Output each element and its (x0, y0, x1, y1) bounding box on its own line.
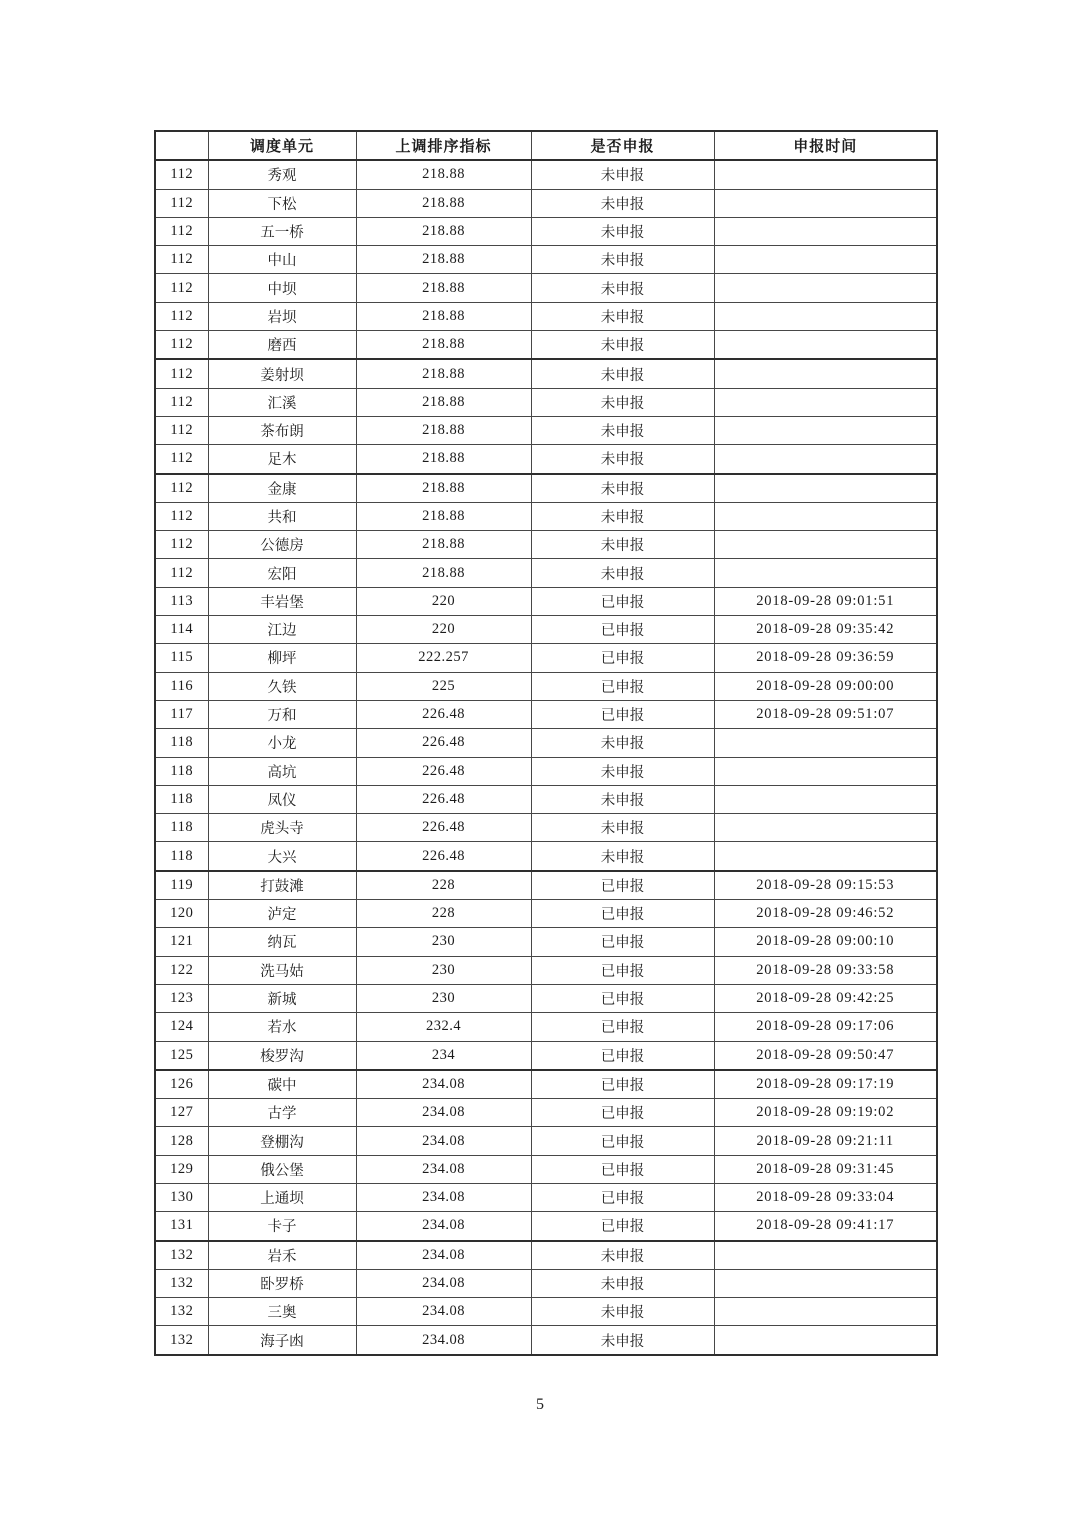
cell-rank: 130 (155, 1183, 208, 1211)
table-row (155, 302, 937, 330)
cell-declared: 未申报 (531, 274, 714, 302)
cell-rank: 112 (155, 246, 208, 274)
cell-unit: 古学 (208, 1099, 356, 1127)
cell-rank: 118 (155, 785, 208, 813)
table-row (155, 1212, 937, 1241)
cell-time: 2018-09-28 09:17:19 (714, 1070, 937, 1099)
cell-time (714, 1298, 937, 1326)
cell-unit: 卧罗桥 (208, 1269, 356, 1297)
table-row (155, 842, 937, 871)
cell-time (714, 1241, 937, 1270)
cell-unit: 茶布朗 (208, 416, 356, 444)
cell-time: 2018-09-28 09:00:10 (714, 928, 937, 956)
cell-index: 218.88 (356, 331, 531, 360)
cell-index: 230 (356, 984, 531, 1012)
cell-time: 2018-09-28 09:21:11 (714, 1127, 937, 1155)
cell-time: 2018-09-28 09:51:07 (714, 700, 937, 728)
table-row (155, 1041, 937, 1070)
dispatch-unit-ranking-table (154, 130, 938, 1356)
cell-index: 218.88 (356, 531, 531, 559)
cell-index: 218.88 (356, 189, 531, 217)
cell-index: 228 (356, 900, 531, 928)
cell-time (714, 445, 937, 474)
table-row (155, 956, 937, 984)
cell-rank: 124 (155, 1013, 208, 1041)
cell-rank: 116 (155, 672, 208, 700)
cell-unit: 三奥 (208, 1298, 356, 1326)
cell-time (714, 785, 937, 813)
cell-unit: 高坑 (208, 757, 356, 785)
column-header-declaration-time: 申报时间 (714, 131, 937, 160)
cell-index: 218.88 (356, 502, 531, 530)
table-row (155, 416, 937, 444)
cell-time (714, 302, 937, 330)
cell-time (714, 416, 937, 444)
cell-time: 2018-09-28 09:31:45 (714, 1155, 937, 1183)
cell-index: 234.08 (356, 1298, 531, 1326)
cell-unit: 虎头寺 (208, 814, 356, 842)
cell-index: 218.88 (356, 359, 531, 388)
cell-unit: 若水 (208, 1013, 356, 1041)
cell-rank: 126 (155, 1070, 208, 1099)
cell-rank: 114 (155, 616, 208, 644)
cell-time (714, 246, 937, 274)
cell-rank: 112 (155, 160, 208, 189)
cell-unit: 洗马姑 (208, 956, 356, 984)
cell-rank: 121 (155, 928, 208, 956)
cell-index: 234 (356, 1041, 531, 1070)
cell-rank: 123 (155, 984, 208, 1012)
cell-time: 2018-09-28 09:50:47 (714, 1041, 937, 1070)
cell-index: 218.88 (356, 217, 531, 245)
cell-unit: 岩坝 (208, 302, 356, 330)
cell-rank: 112 (155, 189, 208, 217)
table-row (155, 757, 937, 785)
cell-declared: 已申报 (531, 1070, 714, 1099)
cell-declared: 未申报 (531, 359, 714, 388)
cell-declared: 已申报 (531, 900, 714, 928)
cell-rank: 112 (155, 217, 208, 245)
cell-declared: 未申报 (531, 246, 714, 274)
cell-time: 2018-09-28 09:00:00 (714, 672, 937, 700)
table-row (155, 474, 937, 503)
cell-unit: 中山 (208, 246, 356, 274)
cell-declared: 未申报 (531, 757, 714, 785)
cell-time: 2018-09-28 09:33:58 (714, 956, 937, 984)
cell-declared: 已申报 (531, 1013, 714, 1041)
cell-time (714, 189, 937, 217)
cell-unit: 上通坝 (208, 1183, 356, 1211)
cell-index: 218.88 (356, 274, 531, 302)
cell-index: 225 (356, 672, 531, 700)
cell-declared: 未申报 (531, 729, 714, 757)
table-row (155, 531, 937, 559)
cell-rank: 112 (155, 331, 208, 360)
table-row (155, 1155, 937, 1183)
cell-time: 2018-09-28 09:36:59 (714, 644, 937, 672)
table-row (155, 559, 937, 587)
cell-rank: 129 (155, 1155, 208, 1183)
cell-time: 2018-09-28 09:46:52 (714, 900, 937, 928)
cell-unit: 登棚沟 (208, 1127, 356, 1155)
cell-index: 234.08 (356, 1099, 531, 1127)
cell-declared: 未申报 (531, 1269, 714, 1297)
cell-index: 218.88 (356, 416, 531, 444)
cell-time (714, 388, 937, 416)
cell-time (714, 274, 937, 302)
cell-rank: 112 (155, 502, 208, 530)
table-row (155, 587, 937, 615)
cell-index: 230 (356, 928, 531, 956)
cell-index: 218.88 (356, 302, 531, 330)
cell-declared: 已申报 (531, 1099, 714, 1127)
cell-index: 226.48 (356, 729, 531, 757)
table-row (155, 246, 937, 274)
cell-index: 220 (356, 587, 531, 615)
cell-declared: 未申报 (531, 559, 714, 587)
column-header-rank (155, 131, 208, 160)
cell-index: 222.257 (356, 644, 531, 672)
table-row (155, 814, 937, 842)
table-row (155, 217, 937, 245)
cell-declared: 未申报 (531, 217, 714, 245)
cell-time: 2018-09-28 09:15:53 (714, 871, 937, 900)
cell-rank: 128 (155, 1127, 208, 1155)
cell-time: 2018-09-28 09:42:25 (714, 984, 937, 1012)
cell-time: 2018-09-28 09:33:04 (714, 1183, 937, 1211)
table-row (155, 900, 937, 928)
cell-time (714, 160, 937, 189)
cell-declared: 已申报 (531, 928, 714, 956)
cell-rank: 112 (155, 559, 208, 587)
table-row (155, 1269, 937, 1297)
cell-unit: 丰岩堡 (208, 587, 356, 615)
cell-rank: 112 (155, 274, 208, 302)
cell-index: 218.88 (356, 388, 531, 416)
cell-time (714, 729, 937, 757)
cell-unit: 纳瓦 (208, 928, 356, 956)
cell-unit: 足木 (208, 445, 356, 474)
cell-index: 230 (356, 956, 531, 984)
cell-rank: 117 (155, 700, 208, 728)
column-header-declared: 是否申报 (531, 131, 714, 160)
cell-declared: 已申报 (531, 700, 714, 728)
cell-unit: 凤仪 (208, 785, 356, 813)
cell-declared: 已申报 (531, 1041, 714, 1070)
cell-declared: 未申报 (531, 531, 714, 559)
table-header-row (155, 131, 937, 160)
cell-time: 2018-09-28 09:19:02 (714, 1099, 937, 1127)
cell-rank: 113 (155, 587, 208, 615)
cell-rank: 131 (155, 1212, 208, 1241)
cell-declared: 已申报 (531, 1183, 714, 1211)
cell-index: 232.4 (356, 1013, 531, 1041)
table-row (155, 445, 937, 474)
table-row (155, 616, 937, 644)
table-row (155, 1298, 937, 1326)
cell-declared: 已申报 (531, 1212, 714, 1241)
cell-unit: 海子凼 (208, 1326, 356, 1355)
cell-unit: 久铁 (208, 672, 356, 700)
table-row (155, 1241, 937, 1270)
table-row (155, 1099, 937, 1127)
table-row (155, 1183, 937, 1211)
column-header-up-regulation-index: 上调排序指标 (356, 131, 531, 160)
cell-declared: 未申报 (531, 1326, 714, 1355)
cell-index: 220 (356, 616, 531, 644)
table-row (155, 502, 937, 530)
cell-declared: 未申报 (531, 331, 714, 360)
cell-declared: 已申报 (531, 1127, 714, 1155)
cell-declared: 已申报 (531, 984, 714, 1012)
column-header-dispatch-unit: 调度单元 (208, 131, 356, 160)
table-row (155, 274, 937, 302)
cell-index: 226.48 (356, 757, 531, 785)
cell-index: 228 (356, 871, 531, 900)
table-row (155, 871, 937, 900)
cell-time (714, 559, 937, 587)
cell-declared: 未申报 (531, 1298, 714, 1326)
table-row (155, 700, 937, 728)
cell-index: 226.48 (356, 814, 531, 842)
cell-unit: 汇溪 (208, 388, 356, 416)
cell-index: 234.08 (356, 1269, 531, 1297)
cell-index: 226.48 (356, 842, 531, 871)
table-row (155, 785, 937, 813)
cell-declared: 未申报 (531, 189, 714, 217)
cell-index: 234.08 (356, 1183, 531, 1211)
cell-time: 2018-09-28 09:01:51 (714, 587, 937, 615)
cell-index: 234.08 (356, 1212, 531, 1241)
cell-unit: 姜射坝 (208, 359, 356, 388)
cell-rank: 112 (155, 445, 208, 474)
cell-time (714, 217, 937, 245)
table-row (155, 984, 937, 1012)
table-row (155, 672, 937, 700)
cell-unit: 五一桥 (208, 217, 356, 245)
cell-time (714, 814, 937, 842)
cell-time (714, 531, 937, 559)
cell-time: 2018-09-28 09:41:17 (714, 1212, 937, 1241)
cell-declared: 未申报 (531, 842, 714, 871)
cell-unit: 泸定 (208, 900, 356, 928)
cell-unit: 江边 (208, 616, 356, 644)
cell-rank: 118 (155, 842, 208, 871)
cell-rank: 112 (155, 531, 208, 559)
cell-declared: 未申报 (531, 502, 714, 530)
cell-unit: 共和 (208, 502, 356, 530)
cell-unit: 公德房 (208, 531, 356, 559)
cell-index: 234.08 (356, 1241, 531, 1270)
cell-rank: 115 (155, 644, 208, 672)
cell-time (714, 1269, 937, 1297)
cell-unit: 下松 (208, 189, 356, 217)
cell-time (714, 842, 937, 871)
table-row (155, 644, 937, 672)
cell-rank: 118 (155, 814, 208, 842)
cell-declared: 未申报 (531, 302, 714, 330)
cell-declared: 已申报 (531, 587, 714, 615)
cell-rank: 125 (155, 1041, 208, 1070)
cell-rank: 127 (155, 1099, 208, 1127)
table-row (155, 160, 937, 189)
table-row (155, 1070, 937, 1099)
cell-time (714, 474, 937, 503)
cell-time (714, 502, 937, 530)
cell-index: 234.08 (356, 1326, 531, 1355)
cell-rank: 112 (155, 302, 208, 330)
cell-rank: 120 (155, 900, 208, 928)
cell-index: 226.48 (356, 785, 531, 813)
table-row (155, 928, 937, 956)
cell-unit: 小龙 (208, 729, 356, 757)
cell-declared: 未申报 (531, 388, 714, 416)
cell-declared: 未申报 (531, 1241, 714, 1270)
cell-index: 234.08 (356, 1155, 531, 1183)
cell-unit: 大兴 (208, 842, 356, 871)
cell-declared: 已申报 (531, 672, 714, 700)
cell-rank: 132 (155, 1269, 208, 1297)
cell-declared: 已申报 (531, 616, 714, 644)
cell-declared: 未申报 (531, 474, 714, 503)
cell-rank: 112 (155, 388, 208, 416)
cell-time (714, 757, 937, 785)
cell-unit: 打鼓滩 (208, 871, 356, 900)
table-row (155, 359, 937, 388)
cell-index: 234.08 (356, 1070, 531, 1099)
cell-index: 226.48 (356, 700, 531, 728)
cell-declared: 已申报 (531, 1155, 714, 1183)
cell-index: 218.88 (356, 246, 531, 274)
page-number: 5 (536, 1396, 544, 1413)
cell-unit: 俄公堡 (208, 1155, 356, 1183)
table-row (155, 1013, 937, 1041)
cell-rank: 118 (155, 729, 208, 757)
cell-rank: 119 (155, 871, 208, 900)
cell-declared: 未申报 (531, 416, 714, 444)
cell-rank: 132 (155, 1241, 208, 1270)
cell-unit: 碳中 (208, 1070, 356, 1099)
cell-rank: 122 (155, 956, 208, 984)
cell-unit: 柳坪 (208, 644, 356, 672)
table-row (155, 1127, 937, 1155)
cell-unit: 金康 (208, 474, 356, 503)
cell-unit: 秀观 (208, 160, 356, 189)
cell-declared: 已申报 (531, 871, 714, 900)
table-body (155, 160, 937, 1354)
cell-index: 234.08 (356, 1127, 531, 1155)
cell-unit: 中坝 (208, 274, 356, 302)
cell-rank: 132 (155, 1298, 208, 1326)
cell-rank: 112 (155, 474, 208, 503)
table-row (155, 331, 937, 360)
cell-index: 218.88 (356, 559, 531, 587)
cell-index: 218.88 (356, 160, 531, 189)
cell-rank: 112 (155, 416, 208, 444)
cell-unit: 岩禾 (208, 1241, 356, 1270)
cell-rank: 132 (155, 1326, 208, 1355)
cell-index: 218.88 (356, 445, 531, 474)
cell-rank: 112 (155, 359, 208, 388)
cell-time (714, 1326, 937, 1355)
cell-time (714, 359, 937, 388)
cell-declared: 已申报 (531, 956, 714, 984)
cell-declared: 已申报 (531, 644, 714, 672)
cell-time: 2018-09-28 09:35:42 (714, 616, 937, 644)
cell-unit: 磨西 (208, 331, 356, 360)
table-row (155, 388, 937, 416)
cell-index: 218.88 (356, 474, 531, 503)
cell-unit: 宏阳 (208, 559, 356, 587)
cell-unit: 卡子 (208, 1212, 356, 1241)
cell-declared: 未申报 (531, 160, 714, 189)
cell-declared: 未申报 (531, 445, 714, 474)
cell-unit: 新城 (208, 984, 356, 1012)
cell-time (714, 331, 937, 360)
cell-time: 2018-09-28 09:17:06 (714, 1013, 937, 1041)
table-row (155, 1326, 937, 1355)
table-row (155, 189, 937, 217)
table-row (155, 729, 937, 757)
cell-unit: 万和 (208, 700, 356, 728)
cell-rank: 118 (155, 757, 208, 785)
cell-declared: 未申报 (531, 785, 714, 813)
cell-declared: 未申报 (531, 814, 714, 842)
cell-unit: 梭罗沟 (208, 1041, 356, 1070)
